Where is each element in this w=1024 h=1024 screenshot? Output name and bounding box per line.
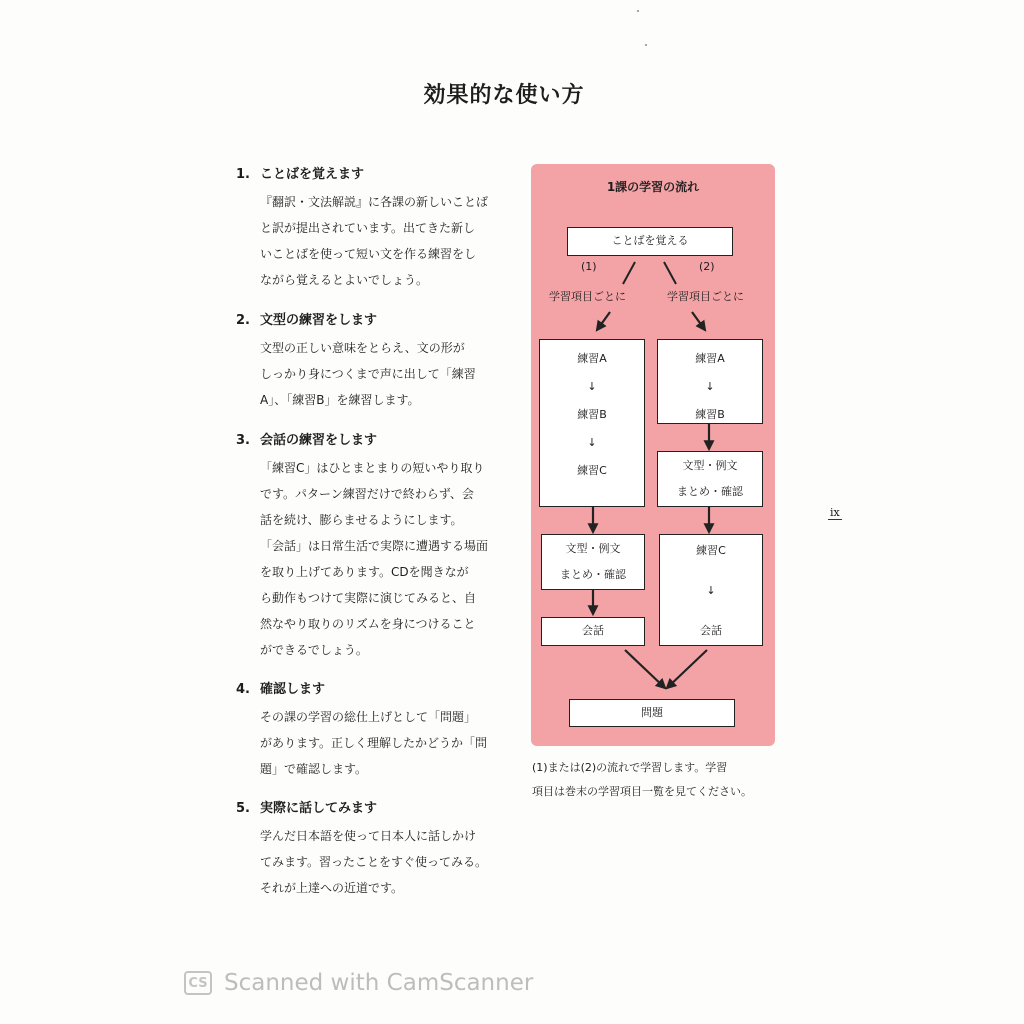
- section-line: 文型の正しい意味をとらえ、文の形が: [260, 341, 465, 355]
- box-line: 練習A: [577, 352, 607, 365]
- section-line: 話を続け、膨らませるようにします。: [260, 513, 463, 527]
- flow-note-line: 項目は巻末の学習項目一覧を見てください。: [532, 785, 752, 798]
- box-line: 練習B: [577, 408, 607, 421]
- section-line: です。パターン練習だけで終わらず、会: [260, 487, 474, 501]
- section-5: [236, 797, 516, 901]
- section-3: [236, 429, 516, 663]
- arrow-right-in: [692, 312, 705, 330]
- section-line: があります。正しく理解したかどうか「問: [260, 736, 488, 750]
- right-summary-box: [657, 451, 763, 507]
- box-line: 練習A: [695, 352, 725, 365]
- box-line: 文型・例文: [682, 459, 738, 472]
- flow-note: [532, 756, 782, 804]
- section-line: ら動作もつけて実際に演じてみると、自: [260, 591, 477, 605]
- arrow-right-out: [667, 650, 707, 688]
- box-line: 文型・例文: [565, 542, 621, 555]
- path-1-label: (1): [581, 260, 597, 273]
- box-line: ↓: [587, 436, 597, 449]
- section-line: しっかり身につくまで声に出して「練習: [260, 367, 476, 381]
- section-1: [236, 163, 516, 293]
- box-line: 会話: [700, 624, 722, 637]
- camscanner-watermark: [184, 970, 533, 996]
- right-practice-c-box: [659, 534, 763, 646]
- box-line: 練習C: [696, 544, 726, 557]
- box-line: ↓: [706, 584, 716, 597]
- branch-line-right: [664, 262, 676, 284]
- camscanner-logo-icon: CS: [184, 971, 212, 995]
- section-line: ができるでしょう。: [260, 643, 368, 657]
- box-line: ↓: [587, 380, 597, 393]
- left-practice-box: [539, 339, 645, 507]
- section-2: [236, 309, 516, 413]
- right-practice-box: [657, 339, 763, 424]
- section-line: 「会話」は日常生活で実際に遭遇する場面: [260, 539, 489, 553]
- section-line: いことばを使って短い文を作る練習をし: [260, 247, 477, 261]
- left-conversation-box: 会話: [541, 617, 645, 646]
- section-line: を取り上げてあります。CDを聞きなが: [260, 565, 469, 579]
- box-line: ↓: [705, 380, 715, 393]
- section-4: [236, 678, 516, 782]
- flow-end-box: 問題: [569, 699, 735, 727]
- flow-title: 1課の学習の流れ: [606, 180, 700, 194]
- page-number: ix: [830, 506, 840, 519]
- section-number: 4.: [236, 682, 250, 697]
- flow-start-box: ことばを覚える: [567, 227, 733, 256]
- flow-chart-panel: [531, 164, 775, 746]
- page-title: 効果的な使い方: [423, 83, 585, 108]
- section-heading: 文型の練習をします: [260, 313, 378, 328]
- box-line: 練習B: [695, 408, 725, 421]
- left-summary-box: [541, 534, 645, 590]
- section-heading: 実際に話してみます: [260, 801, 378, 816]
- section-number: 3.: [236, 433, 250, 448]
- scan-speck: [637, 10, 639, 12]
- box-line: まとめ・確認: [677, 485, 743, 498]
- section-line: 『翻訳・文法解説』に各課の新しいことば: [260, 195, 489, 209]
- box-line: 練習C: [577, 464, 607, 477]
- section-line: A」、「練習B」を練習します。: [260, 393, 420, 407]
- path-2-label: (2): [699, 260, 715, 273]
- branch-line-left: [623, 262, 635, 284]
- branch-label-right: 学習項目ごとに: [667, 290, 744, 303]
- arrow-left-out: [625, 650, 665, 688]
- section-line: と訳が提出されています。出てきた新し: [260, 221, 476, 235]
- branch-label-left: 学習項目ごとに: [549, 290, 626, 303]
- section-line: それが上達への近道です。: [260, 881, 404, 895]
- section-line: ながら覚えるとよいでしょう。: [260, 273, 429, 287]
- section-line: てみます。習ったことをすぐ使ってみる。: [260, 855, 488, 869]
- section-heading: ことばを覚えます: [260, 167, 365, 182]
- section-line: 題」で確認します。: [260, 762, 368, 776]
- section-heading: 確認します: [260, 682, 326, 697]
- watermark-text: Scanned with CamScanner: [224, 970, 534, 996]
- box-line: まとめ・確認: [560, 568, 626, 581]
- section-heading: 会話の練習をします: [260, 433, 378, 448]
- section-number: 5.: [236, 801, 250, 816]
- section-line: 学んだ日本語を使って日本人に話しかけ: [260, 829, 477, 843]
- section-number: 1.: [236, 167, 250, 182]
- section-line: その課の学習の総仕上げとして「問題」: [260, 710, 477, 724]
- section-number: 2.: [236, 313, 250, 328]
- arrow-left-in: [597, 312, 610, 330]
- scan-speck: [645, 44, 647, 46]
- flow-note-line: (1)または(2)の流れで学習します。学習: [532, 761, 728, 774]
- section-line: 然なやり取りのリズムを身につけること: [260, 617, 476, 631]
- section-line: 「練習C」はひとまとまりの短いやり取り: [260, 461, 485, 475]
